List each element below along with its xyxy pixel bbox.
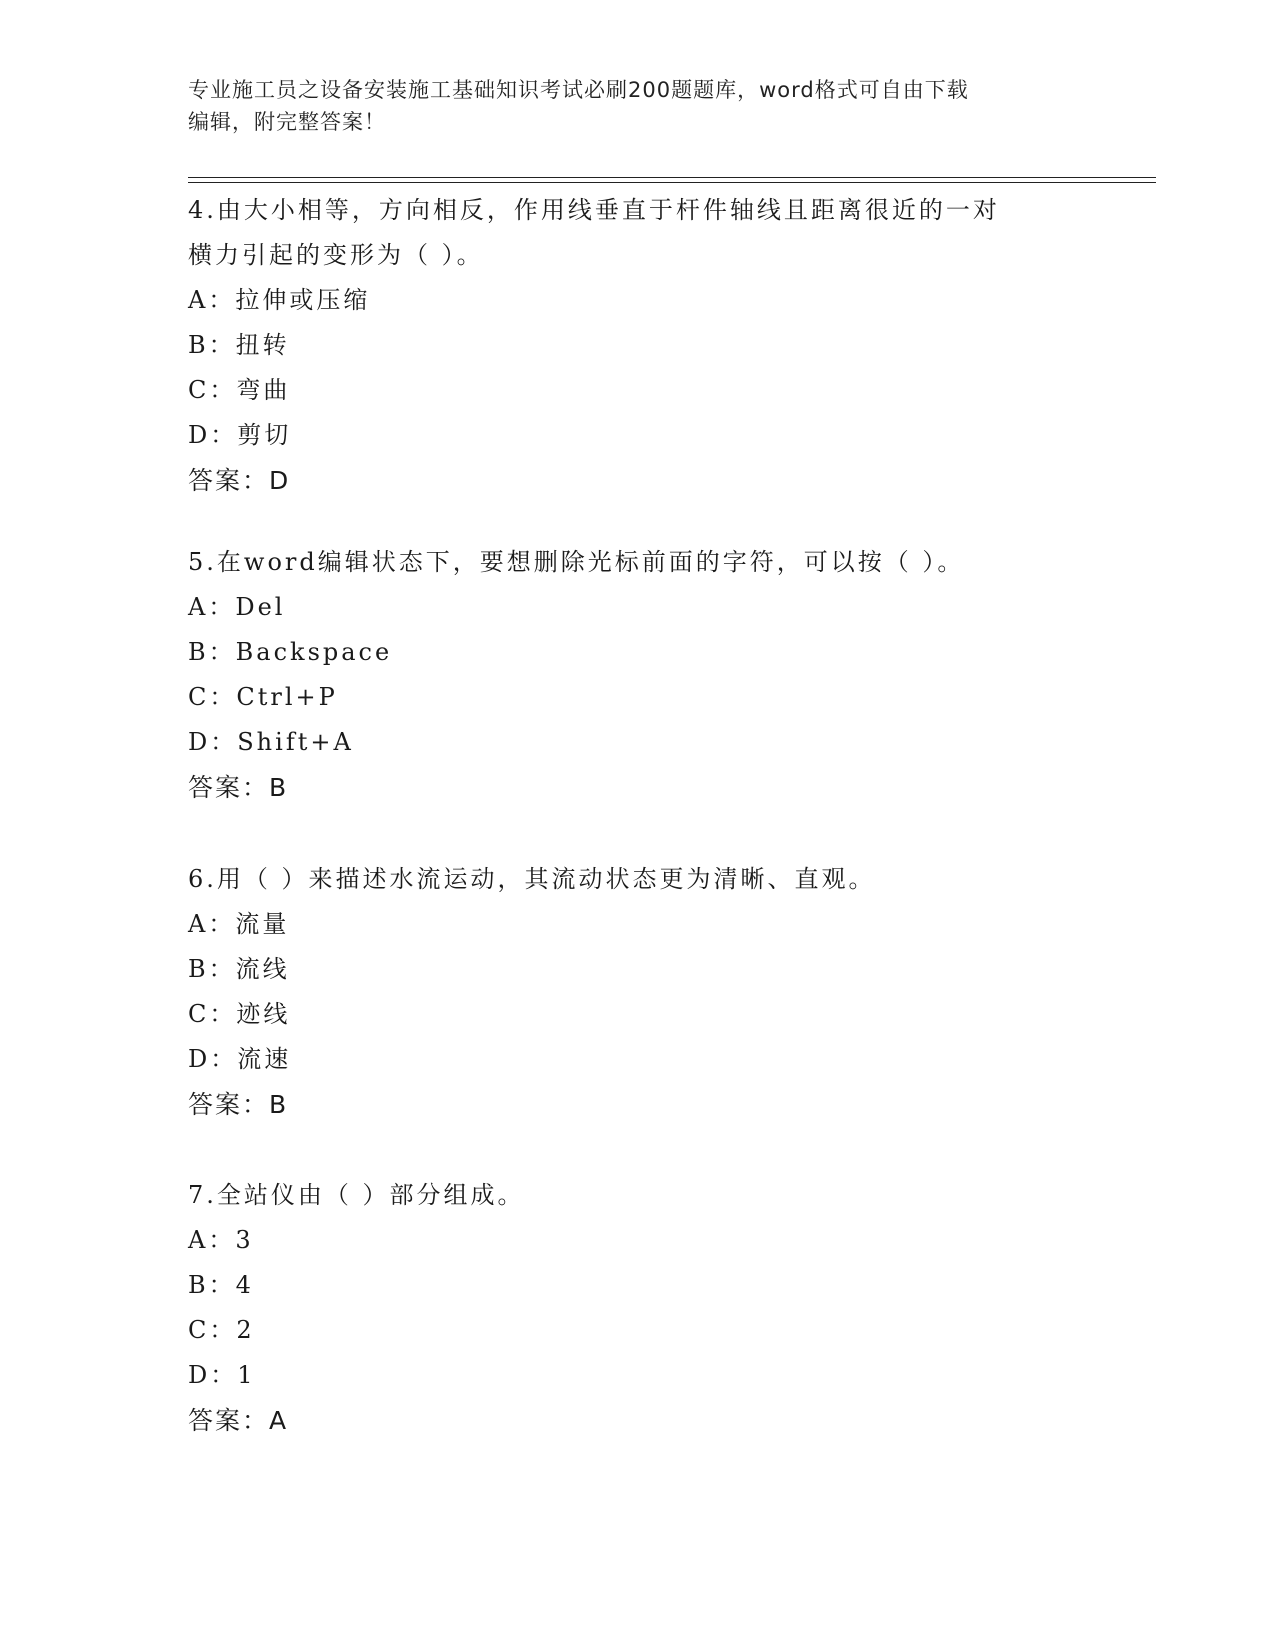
option-a: A：Del (188, 593, 286, 621)
document-header (188, 74, 1088, 138)
question-stem-line: 5.在word编辑状态下，要想删除光标前面的字符，可以按（ ）。 (188, 548, 965, 576)
option-d: D：剪切 (188, 421, 292, 449)
question-stem-line: 6.用（ ）来描述水流运动，其流动状态更为清晰、直观。 (188, 865, 876, 893)
question-block (188, 857, 1088, 1127)
option-b: B：扭转 (188, 331, 290, 359)
answer-value: D (269, 466, 290, 495)
question-block (188, 540, 1088, 810)
header-divider-top (188, 177, 1156, 178)
option-a: A：拉伸或压缩 (188, 286, 371, 314)
answer-label: 答案： (188, 1406, 270, 1435)
answer-value: B (269, 773, 288, 802)
option-c: C：Ctrl+P (188, 683, 338, 711)
option-d: D：Shift+A (188, 728, 354, 756)
question-stem-line: 7.全站仪由（ ）部分组成。 (188, 1181, 525, 1209)
option-b: B：流线 (188, 955, 290, 983)
option-c: C：迹线 (188, 1000, 291, 1028)
answer-value: A (269, 1406, 288, 1435)
question-block (188, 188, 1088, 503)
option-a: A：流量 (188, 910, 290, 938)
option-d: D：1 (188, 1361, 256, 1389)
question-stem-line: 横力引起的变形为（ ）。 (188, 241, 484, 269)
header-line-2: 编辑，附完整答案！ (188, 110, 386, 134)
option-a: A：3 (188, 1226, 254, 1254)
option-b: B：Backspace (188, 638, 393, 666)
answer-label: 答案： (188, 773, 270, 802)
option-c: C：弯曲 (188, 376, 291, 404)
answer-line (188, 765, 1088, 810)
option-d: D：流速 (188, 1045, 292, 1073)
answer-line (188, 1398, 1088, 1443)
answer-label: 答案： (188, 466, 270, 495)
answer-line (188, 1082, 1088, 1127)
option-c: C：2 (188, 1316, 255, 1344)
option-b: B：4 (188, 1271, 254, 1299)
header-line-1: 专业施工员之设备安装施工基础知识考试必刷200题题库，word格式可自由下载 (188, 78, 969, 102)
answer-value: B (269, 1090, 288, 1119)
answer-line (188, 458, 1088, 503)
answer-label: 答案： (188, 1090, 270, 1119)
header-divider-bottom (188, 182, 1156, 183)
question-stem-line: 4.由大小相等，方向相反，作用线垂直于杆件轴线且距离很近的一对 (188, 196, 1000, 224)
question-block (188, 1173, 1088, 1443)
